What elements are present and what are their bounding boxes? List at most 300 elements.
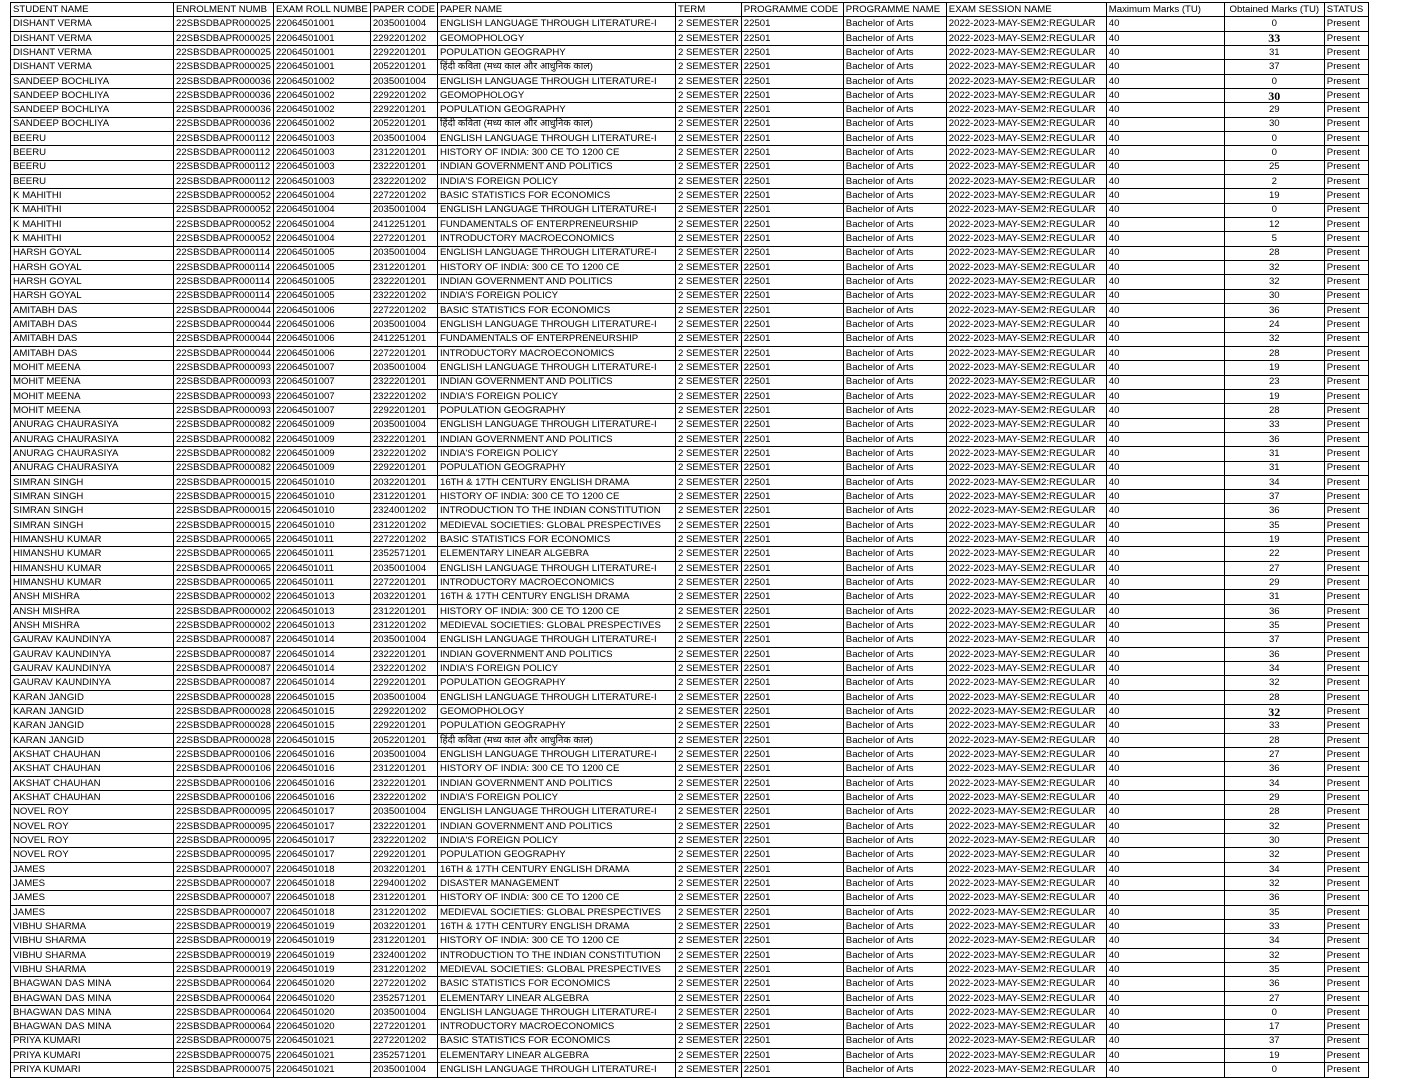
cell-obtained-marks: 0	[1224, 131, 1324, 145]
cell-programme-name: Bachelor of Arts	[843, 633, 946, 647]
cell-maximum-marks: 40	[1106, 361, 1224, 375]
cell-paper-code: 2035001004	[370, 805, 437, 819]
cell-enrolment-number: 22SBSDBAPR000002	[174, 619, 274, 633]
cell-student-name: SANDEEP BOCHLIYA	[11, 117, 174, 131]
cell-exam-session-name: 2022-2023-MAY-SEM2:REGULAR	[946, 74, 1106, 88]
cell-programme-name: Bachelor of Arts	[843, 676, 946, 690]
cell-programme-name: Bachelor of Arts	[843, 962, 946, 976]
cell-exam-session-name: 2022-2023-MAY-SEM2:REGULAR	[946, 891, 1106, 905]
table-row	[11, 533, 1369, 547]
cell-student-name: SANDEEP BOCHLIYA	[11, 74, 174, 88]
cell-enrolment-number: 22SBSDBAPR000064	[174, 1005, 274, 1019]
cell-obtained-marks: 28	[1224, 690, 1324, 704]
table-row	[11, 719, 1369, 733]
table-row	[11, 590, 1369, 604]
cell-programme-code: 22501	[741, 103, 843, 117]
cell-programme-name: Bachelor of Arts	[843, 1048, 946, 1062]
cell-student-name: HARSH GOYAL	[11, 260, 174, 274]
cell-paper-code: 2032201201	[370, 862, 437, 876]
cell-student-name: BEERU	[11, 174, 174, 188]
cell-programme-code: 22501	[741, 275, 843, 289]
cell-paper-code: 2035001004	[370, 246, 437, 260]
cell-paper-name: ENGLISH LANGUAGE THROUGH LITERATURE-I	[438, 131, 676, 145]
cell-programme-name: Bachelor of Arts	[843, 590, 946, 604]
cell-paper-code: 2035001004	[370, 748, 437, 762]
cell-paper-name: POPULATION GEOGRAPHY	[438, 404, 676, 418]
cell-enrolment-number: 22SBSDBAPR000007	[174, 877, 274, 891]
cell-exam-session-name: 2022-2023-MAY-SEM2:REGULAR	[946, 1063, 1106, 1077]
cell-student-name: SIMRAN SINGH	[11, 490, 174, 504]
cell-exam-roll-number: 22064501015	[273, 705, 370, 719]
cell-programme-name: Bachelor of Arts	[843, 160, 946, 174]
cell-term: 2 SEMESTER	[676, 17, 742, 31]
cell-programme-name: Bachelor of Arts	[843, 518, 946, 532]
cell-maximum-marks: 40	[1106, 604, 1224, 618]
cell-paper-code: 2292201201	[370, 676, 437, 690]
cell-programme-code: 22501	[741, 389, 843, 403]
cell-paper-code: 2272201202	[370, 189, 437, 203]
cell-term: 2 SEMESTER	[676, 418, 742, 432]
cell-student-name: NOVEL ROY	[11, 834, 174, 848]
cell-status: Present	[1324, 375, 1368, 389]
cell-exam-session-name: 2022-2023-MAY-SEM2:REGULAR	[946, 260, 1106, 274]
cell-exam-session-name: 2022-2023-MAY-SEM2:REGULAR	[946, 45, 1106, 59]
cell-term: 2 SEMESTER	[676, 346, 742, 360]
cell-paper-code: 2032201201	[370, 590, 437, 604]
cell-paper-code: 2272201201	[370, 576, 437, 590]
cell-exam-roll-number: 22064501016	[273, 748, 370, 762]
cell-status: Present	[1324, 174, 1368, 188]
cell-exam-session-name: 2022-2023-MAY-SEM2:REGULAR	[946, 748, 1106, 762]
cell-maximum-marks: 40	[1106, 977, 1224, 991]
cell-paper-code: 2312201201	[370, 146, 437, 160]
cell-maximum-marks: 40	[1106, 1020, 1224, 1034]
cell-programme-name: Bachelor of Arts	[843, 604, 946, 618]
cell-paper-code: 2035001004	[370, 690, 437, 704]
cell-paper-name: ENGLISH LANGUAGE THROUGH LITERATURE-I	[438, 690, 676, 704]
cell-term: 2 SEMESTER	[676, 74, 742, 88]
cell-exam-roll-number: 22064501003	[273, 160, 370, 174]
cell-student-name: BHAGWAN DAS MINA	[11, 1005, 174, 1019]
cell-paper-name: INDIA'S FOREIGN POLICY	[438, 447, 676, 461]
cell-obtained-marks: 28	[1224, 805, 1324, 819]
cell-paper-code: 2035001004	[370, 561, 437, 575]
cell-programme-name: Bachelor of Arts	[843, 934, 946, 948]
cell-term: 2 SEMESTER	[676, 1020, 742, 1034]
cell-student-name: BEERU	[11, 160, 174, 174]
cell-paper-name: 16TH & 17TH CENTURY ENGLISH DRAMA	[438, 862, 676, 876]
cell-obtained-marks: 37	[1224, 490, 1324, 504]
cell-programme-name: Bachelor of Arts	[843, 805, 946, 819]
cell-obtained-marks: 19	[1224, 533, 1324, 547]
cell-exam-session-name: 2022-2023-MAY-SEM2:REGULAR	[946, 361, 1106, 375]
cell-status: Present	[1324, 404, 1368, 418]
cell-obtained-marks: 30	[1224, 117, 1324, 131]
cell-programme-code: 22501	[741, 905, 843, 919]
cell-exam-session-name: 2022-2023-MAY-SEM2:REGULAR	[946, 432, 1106, 446]
cell-paper-name: MEDIEVAL SOCIETIES: GLOBAL PRESPECTIVES	[438, 518, 676, 532]
cell-term: 2 SEMESTER	[676, 791, 742, 805]
cell-term: 2 SEMESTER	[676, 891, 742, 905]
cell-maximum-marks: 40	[1106, 389, 1224, 403]
cell-paper-name: INDIA'S FOREIGN POLICY	[438, 791, 676, 805]
cell-exam-roll-number: 22064501019	[273, 920, 370, 934]
table-row	[11, 303, 1369, 317]
cell-exam-session-name: 2022-2023-MAY-SEM2:REGULAR	[946, 791, 1106, 805]
cell-exam-session-name: 2022-2023-MAY-SEM2:REGULAR	[946, 246, 1106, 260]
table-row	[11, 791, 1369, 805]
cell-paper-name: INDIAN GOVERNMENT AND POLITICS	[438, 275, 676, 289]
cell-student-name: ANURAG CHAURASIYA	[11, 432, 174, 446]
cell-paper-code: 2312201202	[370, 619, 437, 633]
cell-programme-code: 22501	[741, 877, 843, 891]
cell-exam-session-name: 2022-2023-MAY-SEM2:REGULAR	[946, 920, 1106, 934]
cell-obtained-marks: 12	[1224, 217, 1324, 231]
cell-status: Present	[1324, 232, 1368, 246]
cell-paper-name: 16TH & 17TH CENTURY ENGLISH DRAMA	[438, 475, 676, 489]
cell-paper-name: HISTORY OF INDIA: 300 CE TO 1200 CE	[438, 490, 676, 504]
cell-term: 2 SEMESTER	[676, 1063, 742, 1077]
cell-term: 2 SEMESTER	[676, 103, 742, 117]
cell-paper-code: 2035001004	[370, 131, 437, 145]
cell-exam-session-name: 2022-2023-MAY-SEM2:REGULAR	[946, 131, 1106, 145]
cell-exam-roll-number: 22064501006	[273, 332, 370, 346]
cell-exam-roll-number: 22064501020	[273, 1005, 370, 1019]
table-row	[11, 1020, 1369, 1034]
cell-programme-code: 22501	[741, 303, 843, 317]
cell-programme-code: 22501	[741, 17, 843, 31]
cell-exam-session-name: 2022-2023-MAY-SEM2:REGULAR	[946, 633, 1106, 647]
cell-status: Present	[1324, 1063, 1368, 1077]
cell-paper-name: POPULATION GEOGRAPHY	[438, 45, 676, 59]
cell-enrolment-number: 22SBSDBAPR000087	[174, 662, 274, 676]
table-row	[11, 576, 1369, 590]
cell-status: Present	[1324, 504, 1368, 518]
cell-student-name: AKSHAT CHAUHAN	[11, 776, 174, 790]
cell-programme-name: Bachelor of Arts	[843, 88, 946, 102]
cell-maximum-marks: 40	[1106, 318, 1224, 332]
cell-maximum-marks: 40	[1106, 791, 1224, 805]
cell-exam-session-name: 2022-2023-MAY-SEM2:REGULAR	[946, 346, 1106, 360]
cell-exam-session-name: 2022-2023-MAY-SEM2:REGULAR	[946, 275, 1106, 289]
cell-paper-code: 2035001004	[370, 633, 437, 647]
cell-paper-code: 2292201201	[370, 45, 437, 59]
cell-status: Present	[1324, 705, 1368, 719]
cell-exam-session-name: 2022-2023-MAY-SEM2:REGULAR	[946, 31, 1106, 45]
cell-programme-name: Bachelor of Arts	[843, 547, 946, 561]
cell-enrolment-number: 22SBSDBAPR000025	[174, 60, 274, 74]
cell-obtained-marks: 31	[1224, 590, 1324, 604]
cell-programme-code: 22501	[741, 676, 843, 690]
cell-maximum-marks: 40	[1106, 160, 1224, 174]
cell-programme-name: Bachelor of Arts	[843, 561, 946, 575]
cell-paper-name: ENGLISH LANGUAGE THROUGH LITERATURE-I	[438, 74, 676, 88]
cell-paper-code: 2322201202	[370, 447, 437, 461]
cell-programme-name: Bachelor of Arts	[843, 576, 946, 590]
cell-paper-code: 2272201201	[370, 1020, 437, 1034]
cell-paper-name: GEOMOPHOLOGY	[438, 88, 676, 102]
cell-obtained-marks: 19	[1224, 389, 1324, 403]
cell-programme-code: 22501	[741, 848, 843, 862]
cell-programme-code: 22501	[741, 748, 843, 762]
cell-term: 2 SEMESTER	[676, 590, 742, 604]
cell-obtained-marks: 35	[1224, 962, 1324, 976]
cell-exam-session-name: 2022-2023-MAY-SEM2:REGULAR	[946, 1048, 1106, 1062]
cell-term: 2 SEMESTER	[676, 647, 742, 661]
table-row	[11, 819, 1369, 833]
cell-exam-roll-number: 22064501021	[273, 1048, 370, 1062]
cell-enrolment-number: 22SBSDBAPR000114	[174, 275, 274, 289]
cell-term: 2 SEMESTER	[676, 561, 742, 575]
cell-exam-session-name: 2022-2023-MAY-SEM2:REGULAR	[946, 604, 1106, 618]
cell-term: 2 SEMESTER	[676, 475, 742, 489]
cell-programme-name: Bachelor of Arts	[843, 447, 946, 461]
cell-exam-session-name: 2022-2023-MAY-SEM2:REGULAR	[946, 203, 1106, 217]
cell-maximum-marks: 40	[1106, 88, 1224, 102]
cell-student-name: ANSH MISHRA	[11, 590, 174, 604]
cell-enrolment-number: 22SBSDBAPR000036	[174, 74, 274, 88]
cell-term: 2 SEMESTER	[676, 45, 742, 59]
cell-programme-name: Bachelor of Arts	[843, 332, 946, 346]
cell-paper-code: 2035001004	[370, 17, 437, 31]
cell-exam-session-name: 2022-2023-MAY-SEM2:REGULAR	[946, 991, 1106, 1005]
cell-enrolment-number: 22SBSDBAPR000082	[174, 432, 274, 446]
table-row	[11, 920, 1369, 934]
cell-paper-name: INDIA'S FOREIGN POLICY	[438, 289, 676, 303]
cell-paper-name: ENGLISH LANGUAGE THROUGH LITERATURE-I	[438, 418, 676, 432]
cell-enrolment-number: 22SBSDBAPR000028	[174, 705, 274, 719]
cell-term: 2 SEMESTER	[676, 834, 742, 848]
cell-exam-session-name: 2022-2023-MAY-SEM2:REGULAR	[946, 318, 1106, 332]
cell-exam-roll-number: 22064501020	[273, 1020, 370, 1034]
cell-exam-roll-number: 22064501018	[273, 877, 370, 891]
cell-enrolment-number: 22SBSDBAPR000114	[174, 289, 274, 303]
table-row	[11, 877, 1369, 891]
cell-exam-session-name: 2022-2023-MAY-SEM2:REGULAR	[946, 690, 1106, 704]
cell-paper-code: 2324001202	[370, 948, 437, 962]
table-row	[11, 547, 1369, 561]
cell-paper-code: 2322201202	[370, 174, 437, 188]
cell-programme-code: 22501	[741, 977, 843, 991]
cell-maximum-marks: 40	[1106, 561, 1224, 575]
cell-exam-roll-number: 22064501014	[273, 662, 370, 676]
cell-programme-code: 22501	[741, 891, 843, 905]
cell-exam-session-name: 2022-2023-MAY-SEM2:REGULAR	[946, 905, 1106, 919]
cell-programme-code: 22501	[741, 418, 843, 432]
cell-paper-code: 2292201201	[370, 103, 437, 117]
cell-exam-session-name: 2022-2023-MAY-SEM2:REGULAR	[946, 1005, 1106, 1019]
cell-paper-code: 2052201201	[370, 117, 437, 131]
cell-obtained-marks: 0	[1224, 1005, 1324, 1019]
cell-enrolment-number: 22SBSDBAPR000002	[174, 604, 274, 618]
cell-enrolment-number: 22SBSDBAPR000114	[174, 260, 274, 274]
cell-paper-code: 2035001004	[370, 1063, 437, 1077]
cell-student-name: AMITABH DAS	[11, 303, 174, 317]
cell-exam-session-name: 2022-2023-MAY-SEM2:REGULAR	[946, 576, 1106, 590]
cell-paper-code: 2294001202	[370, 877, 437, 891]
cell-term: 2 SEMESTER	[676, 748, 742, 762]
cell-status: Present	[1324, 475, 1368, 489]
cell-student-name: AMITABH DAS	[11, 346, 174, 360]
cell-programme-code: 22501	[741, 604, 843, 618]
cell-status: Present	[1324, 275, 1368, 289]
cell-exam-session-name: 2022-2023-MAY-SEM2:REGULAR	[946, 705, 1106, 719]
table-row	[11, 346, 1369, 360]
cell-obtained-marks: 28	[1224, 404, 1324, 418]
cell-exam-roll-number: 22064501017	[273, 819, 370, 833]
cell-programme-code: 22501	[741, 662, 843, 676]
cell-enrolment-number: 22SBSDBAPR000093	[174, 404, 274, 418]
cell-programme-name: Bachelor of Arts	[843, 748, 946, 762]
cell-enrolment-number: 22SBSDBAPR000106	[174, 762, 274, 776]
cell-paper-name: ELEMENTARY LINEAR ALGEBRA	[438, 1048, 676, 1062]
cell-exam-session-name: 2022-2023-MAY-SEM2:REGULAR	[946, 647, 1106, 661]
cell-student-name: VIBHU SHARMA	[11, 962, 174, 976]
cell-maximum-marks: 40	[1106, 848, 1224, 862]
cell-paper-code: 2322201202	[370, 834, 437, 848]
cell-maximum-marks: 40	[1106, 260, 1224, 274]
cell-programme-code: 22501	[741, 432, 843, 446]
cell-exam-roll-number: 22064501011	[273, 547, 370, 561]
cell-programme-name: Bachelor of Arts	[843, 103, 946, 117]
cell-student-name: K MAHITHI	[11, 217, 174, 231]
cell-student-name: GAURAV KAUNDINYA	[11, 676, 174, 690]
cell-term: 2 SEMESTER	[676, 633, 742, 647]
cell-status: Present	[1324, 160, 1368, 174]
cell-status: Present	[1324, 576, 1368, 590]
cell-status: Present	[1324, 1005, 1368, 1019]
cell-enrolment-number: 22SBSDBAPR000095	[174, 819, 274, 833]
cell-obtained-marks: 36	[1224, 504, 1324, 518]
cell-exam-session-name: 2022-2023-MAY-SEM2:REGULAR	[946, 174, 1106, 188]
cell-student-name: BHAGWAN DAS MINA	[11, 1020, 174, 1034]
cell-enrolment-number: 22SBSDBAPR000044	[174, 332, 274, 346]
cell-student-name: AKSHAT CHAUHAN	[11, 748, 174, 762]
cell-maximum-marks: 40	[1106, 303, 1224, 317]
cell-paper-code: 2035001004	[370, 361, 437, 375]
cell-term: 2 SEMESTER	[676, 619, 742, 633]
cell-programme-name: Bachelor of Arts	[843, 174, 946, 188]
cell-exam-roll-number: 22064501006	[273, 318, 370, 332]
cell-term: 2 SEMESTER	[676, 389, 742, 403]
cell-term: 2 SEMESTER	[676, 260, 742, 274]
cell-maximum-marks: 40	[1106, 447, 1224, 461]
cell-obtained-marks: 36	[1224, 977, 1324, 991]
cell-status: Present	[1324, 891, 1368, 905]
cell-maximum-marks: 40	[1106, 877, 1224, 891]
cell-maximum-marks: 40	[1106, 676, 1224, 690]
cell-student-name: BHAGWAN DAS MINA	[11, 991, 174, 1005]
cell-paper-name: ENGLISH LANGUAGE THROUGH LITERATURE-I	[438, 805, 676, 819]
cell-obtained-marks: 27	[1224, 748, 1324, 762]
cell-enrolment-number: 22SBSDBAPR000052	[174, 232, 274, 246]
cell-paper-name: हिंदी कविता (मध्य काल और आधुनिक काल)	[438, 733, 676, 747]
cell-term: 2 SEMESTER	[676, 217, 742, 231]
cell-programme-code: 22501	[741, 819, 843, 833]
cell-student-name: KARAN JANGID	[11, 690, 174, 704]
cell-exam-roll-number: 22064501015	[273, 690, 370, 704]
cell-obtained-marks: 0	[1224, 146, 1324, 160]
cell-student-name: BEERU	[11, 146, 174, 160]
cell-enrolment-number: 22SBSDBAPR000002	[174, 590, 274, 604]
cell-obtained-marks: 32	[1224, 676, 1324, 690]
cell-maximum-marks: 40	[1106, 174, 1224, 188]
cell-programme-name: Bachelor of Arts	[843, 862, 946, 876]
cell-paper-name: POPULATION GEOGRAPHY	[438, 676, 676, 690]
cell-obtained-marks: 33	[1224, 719, 1324, 733]
cell-maximum-marks: 40	[1106, 203, 1224, 217]
cell-student-name: HIMANSHU KUMAR	[11, 547, 174, 561]
table-row	[11, 1063, 1369, 1077]
cell-student-name: MOHIT MEENA	[11, 389, 174, 403]
table-row	[11, 948, 1369, 962]
cell-status: Present	[1324, 318, 1368, 332]
cell-paper-code: 2322201202	[370, 389, 437, 403]
cell-obtained-marks: 32	[1224, 877, 1324, 891]
cell-exam-roll-number: 22064501020	[273, 991, 370, 1005]
cell-obtained-marks: 37	[1224, 633, 1324, 647]
cell-obtained-marks: 35	[1224, 518, 1324, 532]
cell-maximum-marks: 40	[1106, 432, 1224, 446]
cell-exam-session-name: 2022-2023-MAY-SEM2:REGULAR	[946, 934, 1106, 948]
cell-programme-name: Bachelor of Arts	[843, 791, 946, 805]
table-row	[11, 131, 1369, 145]
cell-programme-name: Bachelor of Arts	[843, 733, 946, 747]
cell-enrolment-number: 22SBSDBAPR000036	[174, 88, 274, 102]
cell-exam-roll-number: 22064501015	[273, 719, 370, 733]
cell-programme-name: Bachelor of Arts	[843, 719, 946, 733]
cell-paper-code: 2292201202	[370, 31, 437, 45]
cell-programme-code: 22501	[741, 834, 843, 848]
table-row	[11, 17, 1369, 31]
cell-maximum-marks: 40	[1106, 103, 1224, 117]
cell-programme-code: 22501	[741, 88, 843, 102]
cell-paper-code: 2322201201	[370, 275, 437, 289]
header-programme-code: PROGRAMME CODE	[741, 3, 843, 17]
cell-programme-code: 22501	[741, 160, 843, 174]
cell-paper-name: MEDIEVAL SOCIETIES: GLOBAL PRESPECTIVES	[438, 905, 676, 919]
cell-programme-code: 22501	[741, 232, 843, 246]
cell-student-name: AKSHAT CHAUHAN	[11, 791, 174, 805]
cell-term: 2 SEMESTER	[676, 60, 742, 74]
table-row	[11, 60, 1369, 74]
cell-status: Present	[1324, 447, 1368, 461]
cell-exam-roll-number: 22064501019	[273, 962, 370, 976]
cell-paper-name: INTRODUCTORY MACROECONOMICS	[438, 346, 676, 360]
cell-term: 2 SEMESTER	[676, 934, 742, 948]
results-table	[10, 2, 1369, 1078]
cell-maximum-marks: 40	[1106, 834, 1224, 848]
cell-exam-roll-number: 22064501016	[273, 776, 370, 790]
cell-student-name: HIMANSHU KUMAR	[11, 561, 174, 575]
cell-maximum-marks: 40	[1106, 748, 1224, 762]
cell-paper-name: BASIC STATISTICS FOR ECONOMICS	[438, 977, 676, 991]
cell-student-name: AMITABH DAS	[11, 318, 174, 332]
cell-programme-name: Bachelor of Arts	[843, 404, 946, 418]
cell-student-name: DISHANT VERMA	[11, 45, 174, 59]
cell-maximum-marks: 40	[1106, 962, 1224, 976]
cell-status: Present	[1324, 246, 1368, 260]
cell-programme-name: Bachelor of Arts	[843, 60, 946, 74]
cell-exam-roll-number: 22064501021	[273, 1063, 370, 1077]
cell-maximum-marks: 40	[1106, 146, 1224, 160]
table-row	[11, 389, 1369, 403]
cell-term: 2 SEMESTER	[676, 920, 742, 934]
cell-obtained-marks: 33	[1224, 31, 1324, 45]
cell-term: 2 SEMESTER	[676, 948, 742, 962]
cell-exam-roll-number: 22064501017	[273, 848, 370, 862]
cell-exam-roll-number: 22064501001	[273, 45, 370, 59]
